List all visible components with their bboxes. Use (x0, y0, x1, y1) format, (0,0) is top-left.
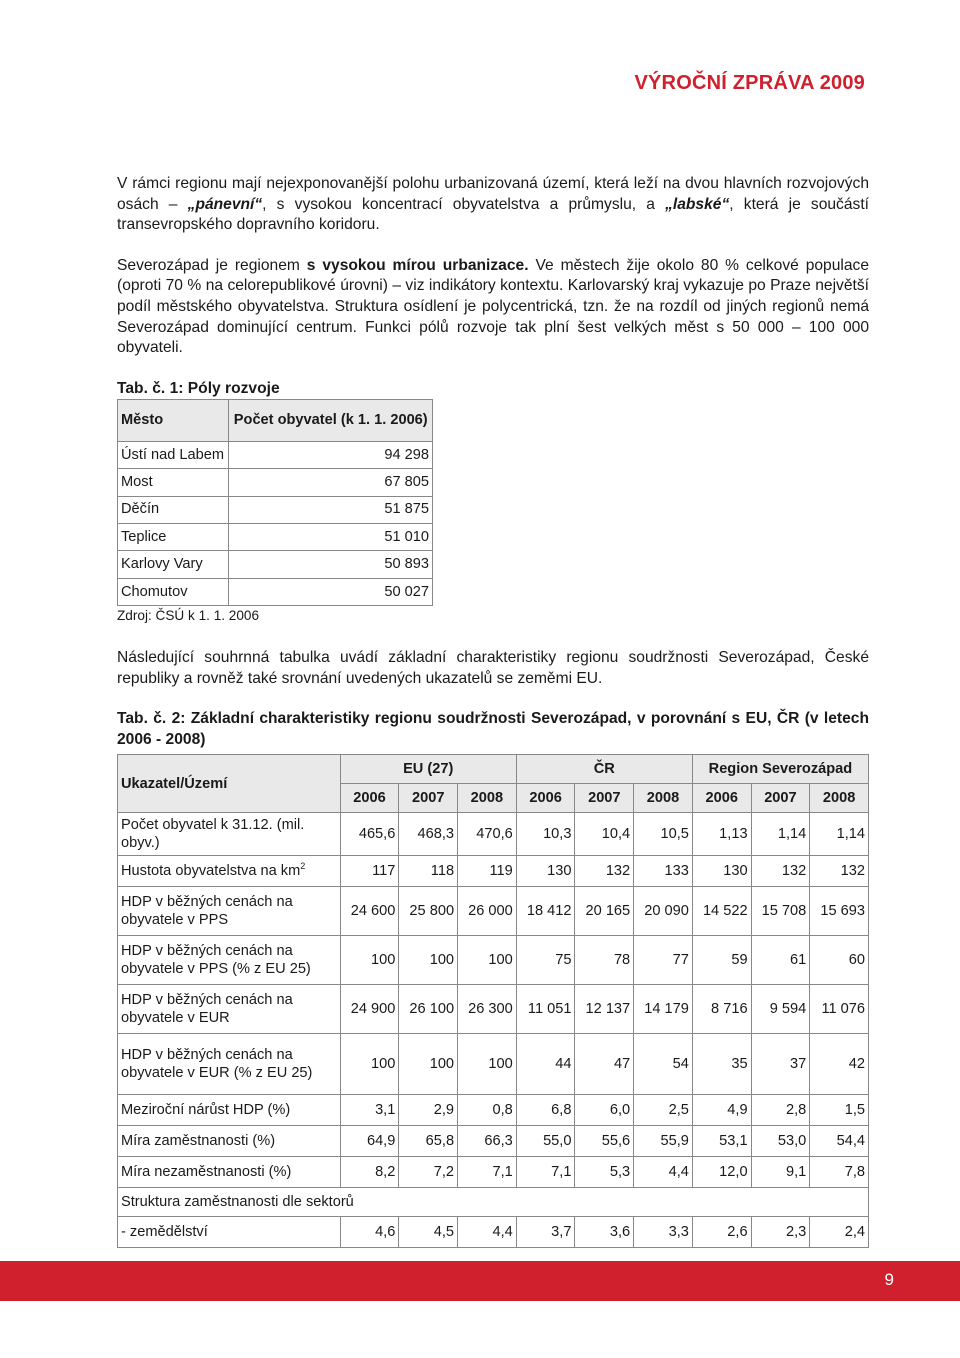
value-cell: 4,4 (634, 1157, 693, 1188)
value-cell: 0,8 (458, 1095, 517, 1126)
value-cell: 8 716 (692, 985, 751, 1034)
value-cell: 1,13 (692, 813, 751, 856)
city-name: Ústí nad Labem (118, 441, 229, 468)
value-cell: 25 800 (399, 887, 458, 936)
value-cell: 54,4 (810, 1126, 869, 1157)
value-cell: 4,9 (692, 1095, 751, 1126)
value-cell: 66,3 (458, 1126, 517, 1157)
value-cell: 117 (340, 856, 399, 887)
paragraph-urbanization (117, 256, 869, 359)
value-cell: 130 (516, 856, 575, 887)
table-row (118, 1095, 869, 1126)
table-row (118, 469, 433, 496)
value-cell: 468,3 (399, 813, 458, 856)
population-value: 50 893 (229, 551, 433, 578)
table-row (118, 1217, 869, 1248)
col-header-city: Město (118, 399, 229, 441)
value-cell: 55,0 (516, 1126, 575, 1157)
table-row (118, 1126, 869, 1157)
table-row (118, 523, 433, 550)
city-name: Karlovy Vary (118, 551, 229, 578)
value-cell: 14 179 (634, 985, 693, 1034)
value-cell: 11 076 (810, 985, 869, 1034)
value-cell: 6,8 (516, 1095, 575, 1126)
value-cell: 14 522 (692, 887, 751, 936)
value-cell: 54 (634, 1034, 693, 1095)
value-cell: 3,6 (575, 1217, 634, 1248)
value-cell: 2,6 (692, 1217, 751, 1248)
value-cell: 100 (458, 936, 517, 985)
table2-caption: Tab. č. 2: Základní charakteristiky regionu soudržnosti Severozápad, v porovnání s EU, ČR (v letech 2006 - 2008) (117, 710, 869, 748)
value-cell: 6,0 (575, 1095, 634, 1126)
value-cell: 75 (516, 936, 575, 985)
city-name: Děčín (118, 496, 229, 523)
value-cell: 26 000 (458, 887, 517, 936)
text: , která je součástí transevropského dopravního koridoru. (117, 195, 869, 234)
value-cell: 7,1 (516, 1157, 575, 1188)
indicator-label (118, 985, 341, 1034)
value-cell: 20 165 (575, 887, 634, 936)
table-section-row (118, 1188, 869, 1217)
indicator-label (118, 813, 341, 856)
value-cell: 465,6 (340, 813, 399, 856)
table-row (118, 578, 433, 605)
table-row (118, 496, 433, 523)
table-row (118, 856, 869, 887)
year-header: 2008 (634, 784, 693, 813)
value-cell: 37 (751, 1034, 810, 1095)
indicator-label (118, 936, 341, 985)
year-header: 2007 (751, 784, 810, 813)
value-cell: 100 (458, 1034, 517, 1095)
value-cell: 2,8 (751, 1095, 810, 1126)
value-cell: 9,1 (751, 1157, 810, 1188)
year-header: 2008 (810, 784, 869, 813)
value-cell: 20 090 (634, 887, 693, 936)
indicator-label: - zemědělství (118, 1217, 341, 1248)
value-cell: 26 100 (399, 985, 458, 1034)
emphasis-urbanization: s vysokou mírou urbanizace. (306, 256, 529, 274)
table-row (118, 887, 869, 936)
page-number: 9 (884, 1270, 894, 1289)
table-row (118, 1157, 869, 1188)
value-cell: 5,3 (575, 1157, 634, 1188)
value-cell: 8,2 (340, 1157, 399, 1188)
value-cell: 7,8 (810, 1157, 869, 1188)
value-cell: 18 412 (516, 887, 575, 936)
table1-source: Zdroj: ČSÚ k 1. 1. 2006 (117, 608, 260, 624)
value-cell: 53,0 (751, 1126, 810, 1157)
value-cell: 15 693 (810, 887, 869, 936)
group-header-cr: ČR (516, 755, 692, 784)
superscript: 2 (300, 861, 306, 872)
text: Severozápad je regionem (117, 256, 307, 274)
table-header-row (118, 399, 433, 441)
value-cell: 55,6 (575, 1126, 634, 1157)
page-content (117, 174, 869, 1248)
value-cell: 78 (575, 936, 634, 985)
value-cell: 77 (634, 936, 693, 985)
value-cell: 61 (751, 936, 810, 985)
year-header: 2006 (340, 784, 399, 813)
col-header-indicator: Ukazatel/Území (118, 755, 341, 813)
value-cell: 4,6 (340, 1217, 399, 1248)
value-cell: 42 (810, 1034, 869, 1095)
value-cell: 35 (692, 1034, 751, 1095)
section-label: Struktura zaměstnanosti dle sektorů (118, 1188, 869, 1217)
poles-table (117, 399, 433, 606)
indicator-label-text: Míra nezaměstnanosti (%) (121, 1164, 292, 1181)
value-cell: 132 (810, 856, 869, 887)
population-value: 51 010 (229, 523, 433, 550)
value-cell: 55,9 (634, 1126, 693, 1157)
value-cell: 12 137 (575, 985, 634, 1034)
value-cell: 2,4 (810, 1217, 869, 1248)
value-cell: 132 (575, 856, 634, 887)
table-row (118, 551, 433, 578)
paragraph-urbanized-areas (117, 174, 869, 236)
indicator-label-text: Počet obyvatel k 31.12. (mil. obyv.) (121, 816, 305, 852)
value-cell: 60 (810, 936, 869, 985)
value-cell: 24 900 (340, 985, 399, 1034)
year-header: 2007 (399, 784, 458, 813)
value-cell: 11 051 (516, 985, 575, 1034)
col-header-population: Počet obyvatel (k 1. 1. 2006) (229, 399, 433, 441)
indicator-label-text: Hustota obyvatelstva na km (121, 863, 301, 880)
value-cell: 7,2 (399, 1157, 458, 1188)
value-cell: 100 (399, 936, 458, 985)
population-value: 94 298 (229, 441, 433, 468)
value-cell: 44 (516, 1034, 575, 1095)
value-cell: 64,9 (340, 1126, 399, 1157)
value-cell: 1,14 (810, 813, 869, 856)
indicator-label (118, 1095, 341, 1126)
indicator-label-text: HDP v běžných cenách na obyvatele v EUR (121, 991, 293, 1027)
year-header: 2008 (458, 784, 517, 813)
value-cell: 132 (751, 856, 810, 887)
year-header: 2007 (575, 784, 634, 813)
value-cell: 3,7 (516, 1217, 575, 1248)
indicator-label (118, 1126, 341, 1157)
table-row (118, 1034, 869, 1095)
value-cell: 59 (692, 936, 751, 985)
value-cell: 7,1 (458, 1157, 517, 1188)
emphasis-panevni: „pánevní“ (187, 195, 263, 213)
city-name: Teplice (118, 523, 229, 550)
text: V rámci regionu mají nejexponovanější polohu urbanizovaná území, která leží na dvou hlavních rozvojových osách – (117, 175, 869, 213)
value-cell: 26 300 (458, 985, 517, 1034)
paragraph-summary: Následující souhrnná tabulka uvádí základní charakteristiky regionu soudržnosti Severozápad, České republiky a rovněž také srovnání uvedených ukazatelů se zeměmi EU. (117, 649, 869, 687)
value-cell: 130 (692, 856, 751, 887)
population-value: 50 027 (229, 578, 433, 605)
value-cell: 2,9 (399, 1095, 458, 1126)
report-title: VÝROČNÍ ZPRÁVA 2009 (634, 72, 865, 94)
value-cell: 118 (399, 856, 458, 887)
value-cell: 2,5 (634, 1095, 693, 1126)
text: , s vysokou koncentrací obyvatelstva a průmyslu, a (262, 195, 666, 213)
value-cell: 4,5 (399, 1217, 458, 1248)
value-cell: 10,3 (516, 813, 575, 856)
value-cell: 100 (399, 1034, 458, 1095)
table-row (118, 985, 869, 1034)
indicator-label-text: HDP v běžných cenách na obyvatele v PPS (121, 893, 293, 929)
value-cell: 100 (340, 936, 399, 985)
indicator-label-text: Míra zaměstnanosti (%) (121, 1133, 276, 1150)
value-cell: 3,3 (634, 1217, 693, 1248)
year-header: 2006 (516, 784, 575, 813)
value-cell: 133 (634, 856, 693, 887)
value-cell: 3,1 (340, 1095, 399, 1126)
footer-bar (0, 1261, 960, 1301)
text: Ve městech žije okolo 80 % celkové populace (oproti 70 % na celorepublikové úrovni) – viz indikátory kontextu. Karlovarský kraj vykazuje po Praze největší podíl městského obyvatelstva. Struktura osídlení je polycentrická, tzn. že na rozdíl od jiných regionů nemá Severozápad dominující centrum. Funkci pólů rozvoje tak plní šest velkých měst s 50 000 – 100 000 obyvateli. (117, 256, 869, 357)
indicator-label (118, 1157, 341, 1188)
value-cell: 4,4 (458, 1217, 517, 1248)
indicator-label-text: HDP v běžných cenách na obyvatele v EUR (% z EU 25) (121, 1046, 313, 1082)
value-cell: 119 (458, 856, 517, 887)
city-name: Chomutov (118, 578, 229, 605)
value-cell: 2,3 (751, 1217, 810, 1248)
value-cell: 65,8 (399, 1126, 458, 1157)
value-cell: 1,5 (810, 1095, 869, 1126)
indicator-label (118, 887, 341, 936)
table-row (118, 936, 869, 985)
table-group-header-row (118, 755, 869, 784)
value-cell: 100 (340, 1034, 399, 1095)
emphasis-labske: „labské“ (665, 195, 730, 213)
city-name: Most (118, 469, 229, 496)
characteristics-table (117, 754, 869, 1248)
value-cell: 10,4 (575, 813, 634, 856)
group-header-eu: EU (27) (340, 755, 516, 784)
table-row (118, 813, 869, 856)
table1-caption: Tab. č. 1: Póly rozvoje (117, 379, 280, 397)
indicator-label (118, 856, 341, 887)
value-cell: 10,5 (634, 813, 693, 856)
value-cell: 24 600 (340, 887, 399, 936)
value-cell: 9 594 (751, 985, 810, 1034)
year-header: 2006 (692, 784, 751, 813)
indicator-label-text: HDP v běžných cenách na obyvatele v PPS (% z EU 25) (121, 942, 311, 978)
population-value: 67 805 (229, 469, 433, 496)
value-cell: 470,6 (458, 813, 517, 856)
population-value: 51 875 (229, 496, 433, 523)
value-cell: 47 (575, 1034, 634, 1095)
value-cell: 15 708 (751, 887, 810, 936)
group-header-region: Region Severozápad (692, 755, 868, 784)
value-cell: 1,14 (751, 813, 810, 856)
value-cell: 12,0 (692, 1157, 751, 1188)
table-row (118, 441, 433, 468)
indicator-label (118, 1034, 341, 1095)
value-cell: 53,1 (692, 1126, 751, 1157)
indicator-label-text: Meziroční nárůst HDP (%) (121, 1102, 291, 1119)
